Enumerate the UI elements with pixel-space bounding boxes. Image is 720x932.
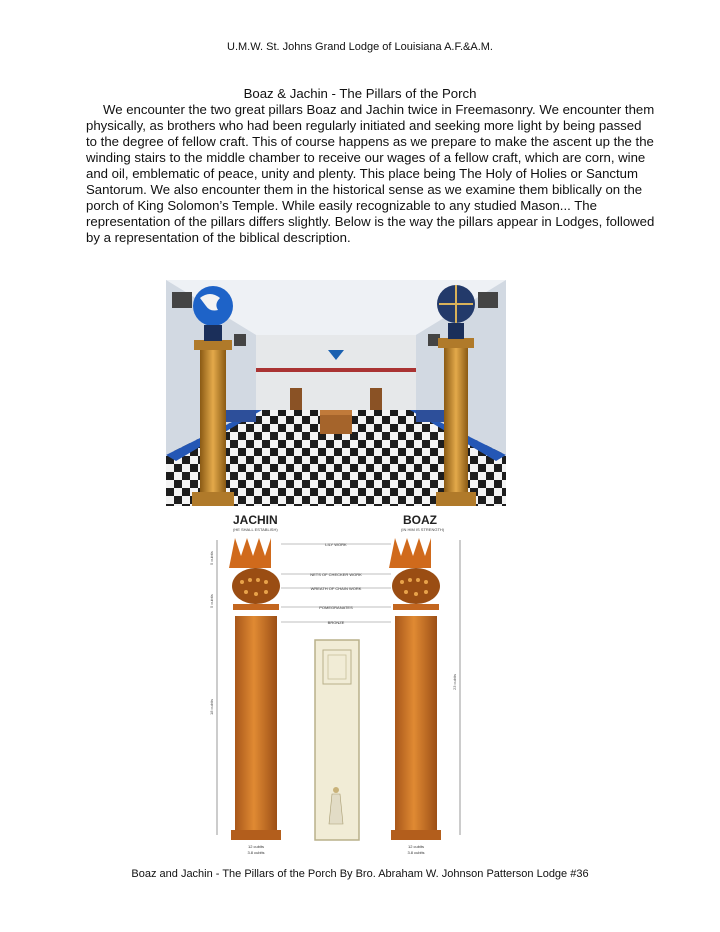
label-nets: NETS OF CHECKER WORK (310, 572, 362, 577)
label-pomegranates: POMEGRANATES (319, 605, 353, 610)
page-footer: Boaz and Jachin - The Pillars of the Porch By Bro. Abraham W. Johnson Patterson Lodge #36 (131, 868, 589, 880)
dim-label: 23 cubits (452, 673, 457, 690)
jachin-subtitle: (HE SHALL ESTABLISH) (233, 527, 278, 532)
label-bronze: BRONZE (327, 620, 345, 625)
body-paragraph: We encounter the two great pillars Boaz and Jachin twice in Freemasonry. We encounter them physically, as brothers who had been regularly initiated and seeking more light by being passed to the degree of fellow craft. This of course happens as we prepare to make the ascent up the the winding stairs to the middle chamber to receive our wages of a fellow craft, which are corn, wine and oil, emblematic of peace, unity and plenty. This place being The Holy of Holies or Sanctum Santorum. We also encounter them in the historical sense as we examine them biblically on the porch of King Solomon’s Temple. While easily recognizable to any studied Mason... The representation of the pillars differs slightly. Below is the way the pillars appear in Lodges, followed by a representation of the biblical description. (86, 102, 655, 245)
base-label: 3.8 cubits (247, 850, 265, 855)
boaz-subtitle: (IN HIM IS STRENGTH) (401, 527, 445, 532)
temple-doorway (315, 640, 359, 840)
jachin-pillar (229, 538, 281, 840)
window (172, 292, 192, 308)
window (234, 334, 246, 346)
article-body (86, 102, 656, 246)
jachin-title: JACHIN (233, 513, 278, 527)
dim-label: 5 cubits (209, 594, 214, 608)
altar-top (320, 410, 352, 415)
altar (320, 414, 352, 434)
back-wall (256, 335, 416, 410)
wall-stripe (256, 368, 416, 372)
label-lily-work: LILY WORK (325, 542, 347, 547)
pillars-diagram (205, 510, 472, 862)
base-label: 3.8 cubits (407, 850, 425, 855)
door (290, 388, 302, 410)
lodge-room-photo (166, 280, 506, 506)
window (478, 292, 498, 308)
base-label: 12 cubits (407, 844, 425, 849)
boaz-title: BOAZ (403, 513, 437, 527)
priest-figure-head (333, 787, 339, 793)
door (370, 388, 382, 410)
base-label: 12 cubits (247, 844, 265, 849)
page-header: U.M.W. St. Johns Grand Lodge of Louisiana A.F.&A.M. (227, 41, 493, 53)
dim-label: 5 cubits (209, 551, 214, 565)
boaz-pillar (389, 538, 441, 840)
article-title: Boaz & Jachin - The Pillars of the Porch (243, 86, 477, 101)
label-wreath: WREATH OF CHAIN WORK (310, 586, 362, 591)
dim-label: 18 cubits (209, 698, 214, 715)
